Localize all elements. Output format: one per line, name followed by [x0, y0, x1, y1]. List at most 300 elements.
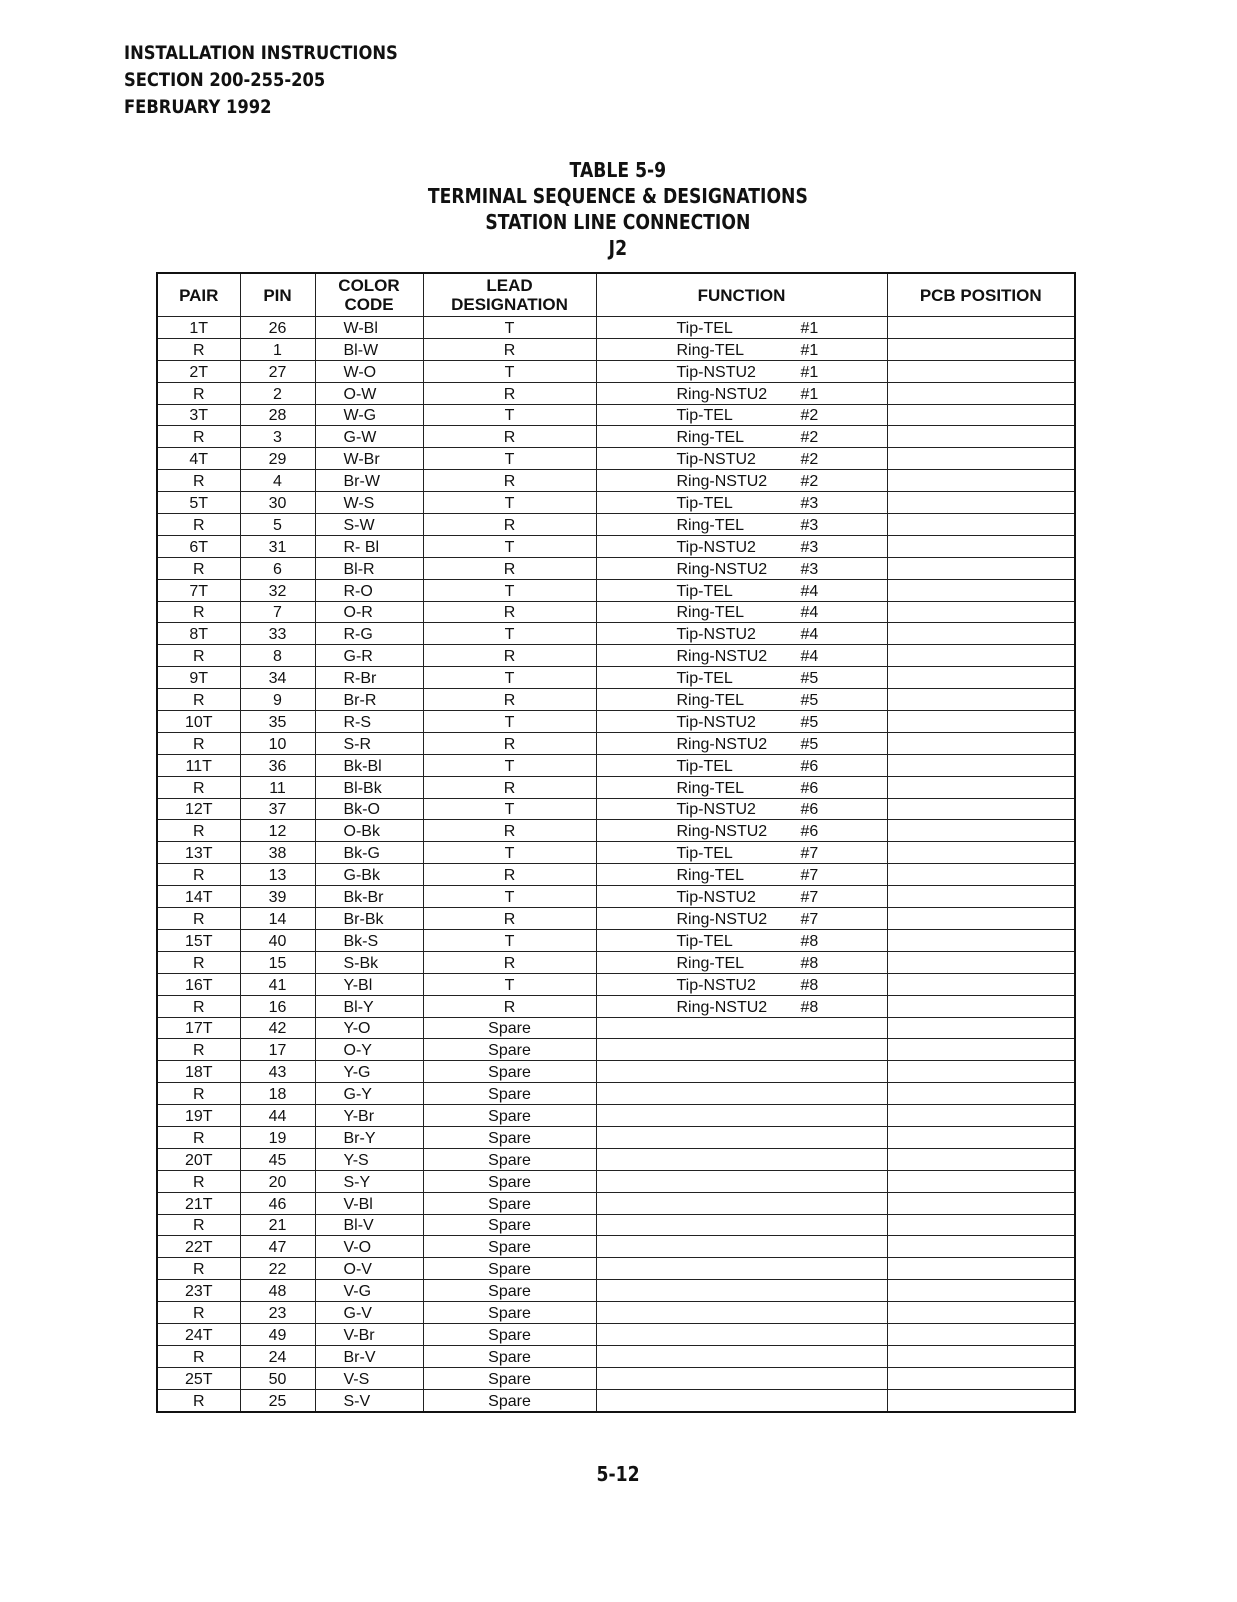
- function-cell: [596, 1367, 887, 1389]
- function-circuit-number: #7: [800, 845, 819, 863]
- lead-designation-cell: Spare: [423, 1302, 596, 1324]
- pin-cell: 14: [240, 908, 315, 930]
- pin-cell: 1: [240, 338, 315, 360]
- pair-cell: R: [157, 951, 240, 973]
- pin-cell: 28: [240, 404, 315, 426]
- pair-cell: R: [157, 1214, 240, 1236]
- pcb-position-cell: [887, 732, 1075, 754]
- pin-cell: 40: [240, 929, 315, 951]
- pin-cell: 45: [240, 1148, 315, 1170]
- pair-cell: R: [157, 1039, 240, 1061]
- function-cell: [596, 1192, 887, 1214]
- lead-designation-cell: Spare: [423, 1389, 596, 1411]
- header-pair: PAIR: [157, 273, 240, 317]
- table-row: [157, 1389, 1075, 1411]
- function-name: Ring-TEL: [676, 954, 745, 972]
- pair-cell: 3T: [157, 404, 240, 426]
- function-name: Tip-TEL: [676, 495, 733, 513]
- lead-designation-cell: Spare: [423, 1105, 596, 1127]
- function-cell: [596, 382, 887, 404]
- function-name: Tip-TEL: [676, 407, 733, 425]
- function-cell: [596, 338, 887, 360]
- function-name: Tip-NSTU2: [676, 713, 756, 731]
- table-row: [157, 1302, 1075, 1324]
- lead-designation-cell: Spare: [423, 1192, 596, 1214]
- pin-cell: 32: [240, 579, 315, 601]
- lead-designation-cell: Spare: [423, 1083, 596, 1105]
- pcb-position-cell: [887, 667, 1075, 689]
- pair-cell: 15T: [157, 929, 240, 951]
- color-code-cell: Br-V: [315, 1345, 423, 1367]
- table-row: [157, 1170, 1075, 1192]
- lead-designation-cell: T: [423, 667, 596, 689]
- table-heading: TERMINAL SEQUENCE & DESIGNATIONS: [427, 184, 808, 208]
- table-row: [157, 1280, 1075, 1302]
- function-name: Tip-TEL: [676, 845, 733, 863]
- table-row: [157, 623, 1075, 645]
- function-cell: [596, 973, 887, 995]
- color-code-cell: G-Bk: [315, 864, 423, 886]
- pcb-position-cell: [887, 535, 1075, 557]
- pcb-position-cell: [887, 689, 1075, 711]
- table-row: [157, 492, 1075, 514]
- lead-designation-cell: R: [423, 776, 596, 798]
- lead-designation-cell: Spare: [423, 1323, 596, 1345]
- color-code-cell: V-S: [315, 1367, 423, 1389]
- lead-designation-cell: Spare: [423, 1214, 596, 1236]
- pair-cell: 21T: [157, 1192, 240, 1214]
- pcb-position-cell: [887, 1017, 1075, 1039]
- pin-cell: 4: [240, 470, 315, 492]
- lead-designation-cell: R: [423, 557, 596, 579]
- pair-cell: 18T: [157, 1061, 240, 1083]
- color-code-cell: Y-Br: [315, 1105, 423, 1127]
- function-circuit-number: #6: [800, 757, 819, 775]
- function-cell: [596, 645, 887, 667]
- function-name: Ring-TEL: [676, 341, 745, 359]
- pair-cell: R: [157, 601, 240, 623]
- function-cell: [596, 360, 887, 382]
- color-code-cell: Y-G: [315, 1061, 423, 1083]
- function-cell: [596, 908, 887, 930]
- pair-cell: 9T: [157, 667, 240, 689]
- pcb-position-cell: [887, 1083, 1075, 1105]
- pair-cell: R: [157, 995, 240, 1017]
- pair-cell: 10T: [157, 711, 240, 733]
- function-circuit-number: #5: [800, 713, 819, 731]
- table-row: [157, 732, 1075, 754]
- pin-cell: 15: [240, 951, 315, 973]
- color-code-cell: O-V: [315, 1258, 423, 1280]
- color-code-cell: R-G: [315, 623, 423, 645]
- function-circuit-number: #8: [800, 954, 819, 972]
- table-row: [157, 776, 1075, 798]
- function-cell: [596, 820, 887, 842]
- function-cell: [596, 557, 887, 579]
- pair-cell: 2T: [157, 360, 240, 382]
- function-name: Tip-NSTU2: [676, 801, 756, 819]
- pcb-position-cell: [887, 1192, 1075, 1214]
- function-cell: [596, 711, 887, 733]
- pcb-position-cell: [887, 623, 1075, 645]
- pin-cell: 34: [240, 667, 315, 689]
- lead-designation-cell: R: [423, 820, 596, 842]
- table-row: [157, 667, 1075, 689]
- pair-cell: 6T: [157, 535, 240, 557]
- header-doc-type: INSTALLATION INSTRUCTIONS: [124, 42, 398, 64]
- lead-designation-cell: R: [423, 995, 596, 1017]
- function-name: Tip-TEL: [676, 932, 733, 950]
- table-row: [157, 317, 1075, 339]
- pcb-position-cell: [887, 1039, 1075, 1061]
- pcb-position-cell: [887, 929, 1075, 951]
- lead-designation-cell: T: [423, 623, 596, 645]
- color-code-cell: V-O: [315, 1236, 423, 1258]
- table-row: [157, 820, 1075, 842]
- pin-cell: 24: [240, 1345, 315, 1367]
- function-circuit-number: #7: [800, 910, 819, 928]
- function-circuit-number: #3: [800, 538, 819, 556]
- header-date: FEBRUARY 1992: [124, 96, 272, 118]
- pair-cell: 20T: [157, 1148, 240, 1170]
- pair-cell: R: [157, 732, 240, 754]
- pcb-position-cell: [887, 1170, 1075, 1192]
- function-cell: [596, 1389, 887, 1411]
- color-code-cell: O-Y: [315, 1039, 423, 1061]
- pcb-position-cell: [887, 711, 1075, 733]
- header-section: SECTION 200-255-205: [124, 69, 326, 91]
- lead-designation-cell: T: [423, 973, 596, 995]
- pcb-position-cell: [887, 798, 1075, 820]
- function-cell: [596, 317, 887, 339]
- color-code-cell: Bl-Bk: [315, 776, 423, 798]
- function-cell: [596, 1236, 887, 1258]
- table-row: [157, 470, 1075, 492]
- color-code-cell: V-Bl: [315, 1192, 423, 1214]
- pair-cell: 1T: [157, 317, 240, 339]
- pair-cell: R: [157, 1170, 240, 1192]
- header-pin: PIN: [240, 273, 315, 317]
- function-cell: [596, 1039, 887, 1061]
- color-code-cell: W-Br: [315, 448, 423, 470]
- color-code-cell: Br-W: [315, 470, 423, 492]
- pin-cell: 16: [240, 995, 315, 1017]
- table-row: [157, 1039, 1075, 1061]
- function-name: Tip-TEL: [676, 319, 733, 337]
- function-name: Tip-TEL: [676, 757, 733, 775]
- table-row: [157, 754, 1075, 776]
- table-title: [0, 157, 1237, 261]
- function-cell: [596, 842, 887, 864]
- function-circuit-number: #2: [800, 473, 819, 491]
- pcb-position-cell: [887, 886, 1075, 908]
- function-circuit-number: #1: [800, 385, 819, 403]
- pcb-position-cell: [887, 908, 1075, 930]
- pcb-position-cell: [887, 1258, 1075, 1280]
- function-cell: [596, 1105, 887, 1127]
- color-code-cell: Bl-R: [315, 557, 423, 579]
- pin-cell: 19: [240, 1126, 315, 1148]
- pcb-position-cell: [887, 995, 1075, 1017]
- table-header-row: [157, 273, 1075, 317]
- table-row: [157, 929, 1075, 951]
- function-cell: [596, 1061, 887, 1083]
- table-row: [157, 995, 1075, 1017]
- table-row: [157, 864, 1075, 886]
- pcb-position-cell: [887, 842, 1075, 864]
- color-code-cell: Y-O: [315, 1017, 423, 1039]
- pcb-position-cell: [887, 1236, 1075, 1258]
- lead-designation-cell: T: [423, 404, 596, 426]
- lead-designation-cell: R: [423, 732, 596, 754]
- pin-cell: 37: [240, 798, 315, 820]
- pair-cell: R: [157, 1258, 240, 1280]
- lead-designation-cell: R: [423, 601, 596, 623]
- lead-designation-cell: R: [423, 689, 596, 711]
- function-circuit-number: #4: [800, 582, 819, 600]
- pin-cell: 42: [240, 1017, 315, 1039]
- table-row: [157, 973, 1075, 995]
- pin-cell: 35: [240, 711, 315, 733]
- pin-cell: 36: [240, 754, 315, 776]
- lead-designation-cell: T: [423, 886, 596, 908]
- pcb-position-cell: [887, 1345, 1075, 1367]
- pin-cell: 39: [240, 886, 315, 908]
- color-code-cell: Bk-O: [315, 798, 423, 820]
- lead-designation-cell: T: [423, 929, 596, 951]
- pair-cell: 22T: [157, 1236, 240, 1258]
- pin-cell: 27: [240, 360, 315, 382]
- color-code-cell: W-O: [315, 360, 423, 382]
- color-code-cell: S-W: [315, 514, 423, 536]
- function-cell: [596, 426, 887, 448]
- pin-cell: 29: [240, 448, 315, 470]
- pin-cell: 13: [240, 864, 315, 886]
- table-row: [157, 1061, 1075, 1083]
- function-cell: [596, 929, 887, 951]
- lead-designation-cell: T: [423, 492, 596, 514]
- pin-cell: 3: [240, 426, 315, 448]
- lead-designation-cell: R: [423, 382, 596, 404]
- pair-cell: 11T: [157, 754, 240, 776]
- lead-designation-cell: Spare: [423, 1280, 596, 1302]
- pair-cell: 4T: [157, 448, 240, 470]
- table-row: [157, 711, 1075, 733]
- lead-designation-cell: R: [423, 470, 596, 492]
- table-number: TABLE 5-9: [569, 158, 667, 182]
- function-cell: [596, 776, 887, 798]
- pin-cell: 47: [240, 1236, 315, 1258]
- lead-designation-cell: T: [423, 360, 596, 382]
- function-name: Ring-TEL: [676, 429, 745, 447]
- color-code-cell: V-G: [315, 1280, 423, 1302]
- function-cell: [596, 1083, 887, 1105]
- pcb-position-cell: [887, 1302, 1075, 1324]
- function-cell: [596, 1214, 887, 1236]
- document-header: [124, 40, 398, 121]
- function-cell: [596, 886, 887, 908]
- lead-designation-cell: R: [423, 426, 596, 448]
- function-name: Ring-NSTU2: [676, 560, 768, 578]
- function-name: Tip-NSTU2: [676, 538, 756, 556]
- pin-cell: 30: [240, 492, 315, 514]
- pin-cell: 41: [240, 973, 315, 995]
- pin-cell: 5: [240, 514, 315, 536]
- pin-cell: 33: [240, 623, 315, 645]
- pcb-position-cell: [887, 492, 1075, 514]
- pin-cell: 17: [240, 1039, 315, 1061]
- function-name: Ring-NSTU2: [676, 473, 768, 491]
- lead-designation-cell: R: [423, 645, 596, 667]
- pcb-position-cell: [887, 1323, 1075, 1345]
- pair-cell: R: [157, 426, 240, 448]
- color-code-cell: Bk-G: [315, 842, 423, 864]
- pin-cell: 10: [240, 732, 315, 754]
- lead-designation-cell: Spare: [423, 1258, 596, 1280]
- table-row: [157, 601, 1075, 623]
- pair-cell: R: [157, 689, 240, 711]
- lead-designation-cell: R: [423, 951, 596, 973]
- pair-cell: R: [157, 1083, 240, 1105]
- terminal-sequence-table: [156, 272, 1076, 1413]
- function-name: Ring-NSTU2: [676, 735, 768, 753]
- pcb-position-cell: [887, 448, 1075, 470]
- page-number: 5-12: [596, 1462, 641, 1486]
- lead-designation-cell: R: [423, 338, 596, 360]
- function-circuit-number: #6: [800, 823, 819, 841]
- header-function: FUNCTION: [596, 273, 887, 317]
- color-code-cell: Bk-Bl: [315, 754, 423, 776]
- table-body: [157, 317, 1075, 1412]
- pin-cell: 6: [240, 557, 315, 579]
- pair-cell: R: [157, 1345, 240, 1367]
- function-circuit-number: #4: [800, 604, 819, 622]
- pin-cell: 9: [240, 689, 315, 711]
- color-code-cell: W-G: [315, 404, 423, 426]
- lead-designation-cell: Spare: [423, 1148, 596, 1170]
- pair-cell: 16T: [157, 973, 240, 995]
- function-cell: [596, 404, 887, 426]
- pcb-position-cell: [887, 1061, 1075, 1083]
- pcb-position-cell: [887, 820, 1075, 842]
- pin-cell: 8: [240, 645, 315, 667]
- color-code-cell: R-S: [315, 711, 423, 733]
- color-code-cell: O-Bk: [315, 820, 423, 842]
- color-code-cell: S-Bk: [315, 951, 423, 973]
- function-circuit-number: #3: [800, 560, 819, 578]
- table-row: [157, 1083, 1075, 1105]
- function-name: Ring-TEL: [676, 867, 745, 885]
- function-cell: [596, 864, 887, 886]
- pin-cell: 21: [240, 1214, 315, 1236]
- pcb-position-cell: [887, 426, 1075, 448]
- function-name: Tip-NSTU2: [676, 451, 756, 469]
- table-row: [157, 1367, 1075, 1389]
- function-cell: [596, 995, 887, 1017]
- lead-designation-cell: T: [423, 579, 596, 601]
- function-circuit-number: #1: [800, 341, 819, 359]
- table-row: [157, 798, 1075, 820]
- pair-cell: R: [157, 820, 240, 842]
- table-row: [157, 448, 1075, 470]
- function-cell: [596, 514, 887, 536]
- function-name: Tip-TEL: [676, 582, 733, 600]
- color-code-cell: Br-Bk: [315, 908, 423, 930]
- color-code-cell: G-V: [315, 1302, 423, 1324]
- function-cell: [596, 754, 887, 776]
- function-name: Tip-TEL: [676, 670, 733, 688]
- function-circuit-number: #8: [800, 976, 819, 994]
- function-cell: [596, 689, 887, 711]
- pin-cell: 49: [240, 1323, 315, 1345]
- table-row: [157, 535, 1075, 557]
- function-name: Tip-NSTU2: [676, 889, 756, 907]
- pin-cell: 23: [240, 1302, 315, 1324]
- table-subheading: STATION LINE CONNECTION: [485, 210, 751, 234]
- pcb-position-cell: [887, 404, 1075, 426]
- function-name: Ring-NSTU2: [676, 648, 768, 666]
- pcb-position-cell: [887, 514, 1075, 536]
- connector-label: J2: [608, 236, 628, 260]
- lead-designation-cell: Spare: [423, 1170, 596, 1192]
- pin-cell: 50: [240, 1367, 315, 1389]
- function-cell: [596, 798, 887, 820]
- table-row: [157, 1236, 1075, 1258]
- color-code-cell: Bl-W: [315, 338, 423, 360]
- pcb-position-cell: [887, 645, 1075, 667]
- header-lead-designation: LEAD DESIGNATION: [423, 273, 596, 317]
- pin-cell: 38: [240, 842, 315, 864]
- pin-cell: 12: [240, 820, 315, 842]
- pair-cell: R: [157, 908, 240, 930]
- function-cell: [596, 1302, 887, 1324]
- function-name: Tip-NSTU2: [676, 363, 756, 381]
- header-pcb-position: PCB POSITION: [887, 273, 1075, 317]
- function-circuit-number: #7: [800, 867, 819, 885]
- table-row: [157, 514, 1075, 536]
- function-name: Tip-NSTU2: [676, 626, 756, 644]
- color-code-cell: W-S: [315, 492, 423, 514]
- lead-designation-cell: T: [423, 842, 596, 864]
- table-row: [157, 886, 1075, 908]
- function-cell: [596, 492, 887, 514]
- lead-designation-cell: T: [423, 711, 596, 733]
- function-cell: [596, 951, 887, 973]
- color-code-cell: Bk-Br: [315, 886, 423, 908]
- pair-cell: R: [157, 1302, 240, 1324]
- table-row: [157, 689, 1075, 711]
- pcb-position-cell: [887, 951, 1075, 973]
- function-cell: [596, 623, 887, 645]
- table-row: [157, 1258, 1075, 1280]
- function-cell: [596, 1345, 887, 1367]
- lead-designation-cell: R: [423, 514, 596, 536]
- table-row: [157, 1345, 1075, 1367]
- pair-cell: 5T: [157, 492, 240, 514]
- pair-cell: R: [157, 1389, 240, 1411]
- pcb-position-cell: [887, 1389, 1075, 1411]
- lead-designation-cell: R: [423, 908, 596, 930]
- function-cell: [596, 601, 887, 623]
- table-row: [157, 842, 1075, 864]
- table-row: [157, 1192, 1075, 1214]
- pcb-position-cell: [887, 338, 1075, 360]
- table-row: [157, 1323, 1075, 1345]
- color-code-cell: V-Br: [315, 1323, 423, 1345]
- table-row: [157, 382, 1075, 404]
- pin-cell: 25: [240, 1389, 315, 1411]
- function-cell: [596, 1258, 887, 1280]
